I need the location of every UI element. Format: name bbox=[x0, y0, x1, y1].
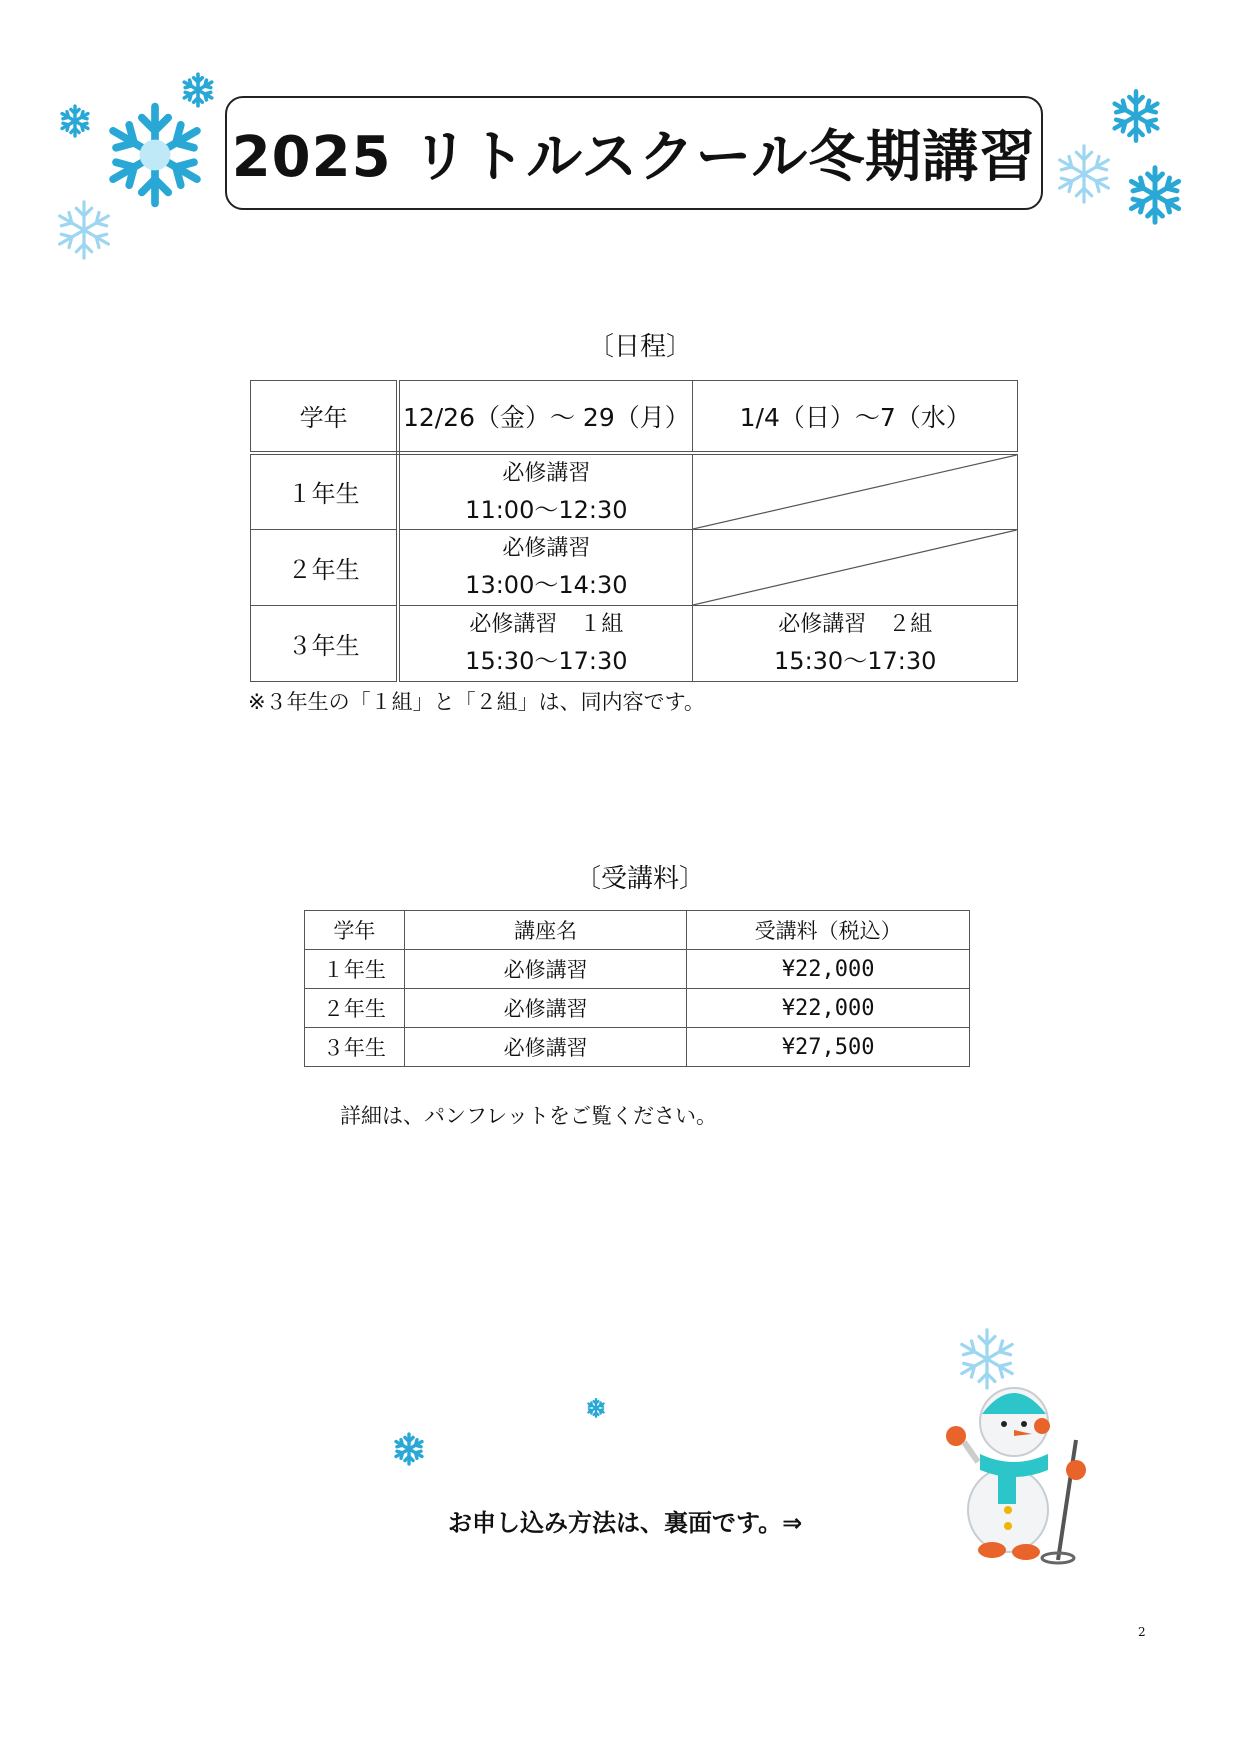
course-name: 必修講習 bbox=[502, 536, 591, 561]
schedule-heading: 〔日程〕 bbox=[587, 332, 692, 362]
table-row bbox=[251, 381, 1018, 453]
schedule-grade: ２年生 bbox=[251, 529, 399, 605]
table-row bbox=[251, 529, 1018, 605]
fee-heading: 〔受講料〕 bbox=[574, 864, 705, 894]
page-title: 2025 リトルスクール冬期講習 bbox=[225, 96, 1043, 210]
schedule-header-period1: 12/26（金）～ 29（月） bbox=[398, 381, 693, 453]
schedule-cell bbox=[693, 605, 1018, 681]
fee-header-course: 講座名 bbox=[404, 911, 687, 950]
table-row bbox=[305, 950, 970, 989]
schedule-grade: １年生 bbox=[251, 453, 399, 530]
table-row bbox=[305, 1028, 970, 1067]
detail-text: 詳細は、パンフレットをご覧ください。 bbox=[340, 1104, 717, 1128]
schedule-cell bbox=[398, 605, 693, 681]
course-name: 必修講習 ２組 bbox=[778, 612, 933, 637]
table-row bbox=[251, 453, 1018, 530]
page-number: 2 bbox=[1138, 1625, 1146, 1639]
course-time: 15:30～17:30 bbox=[465, 647, 628, 675]
snowflake-icon bbox=[392, 1432, 426, 1466]
course-name: 必修講習 １組 bbox=[469, 612, 624, 637]
course-time: 11:00～12:30 bbox=[465, 495, 628, 524]
schedule-table bbox=[250, 380, 1018, 682]
snowflake-icon bbox=[58, 104, 92, 138]
snowflake-icon bbox=[180, 72, 216, 108]
fee-table bbox=[304, 910, 970, 1067]
fee-course: 必修講習 bbox=[404, 989, 687, 1028]
fee-header-price: 受講料（税込） bbox=[687, 911, 970, 950]
fee-grade: ２年生 bbox=[305, 989, 405, 1028]
schedule-note: ※３年生の「１組」と「２組」は、同内容です。 bbox=[248, 690, 705, 714]
schedule-grade: ３年生 bbox=[251, 605, 399, 681]
snowflake-icon bbox=[52, 198, 116, 262]
course-time: 15:30～17:30 bbox=[774, 647, 937, 675]
fee-price: ¥27,500 bbox=[687, 1028, 970, 1067]
apply-note: お申し込み方法は、裏面です。⇒ bbox=[448, 1509, 803, 1537]
snowflake-icon bbox=[1052, 142, 1116, 206]
schedule-empty-cell bbox=[693, 453, 1018, 530]
snowflake-icon bbox=[1124, 164, 1186, 226]
fee-grade: ３年生 bbox=[305, 1028, 405, 1067]
snowflake-icon bbox=[1108, 88, 1164, 144]
snowman-skier-illustration bbox=[936, 1370, 1116, 1570]
fee-price: ¥22,000 bbox=[687, 950, 970, 989]
schedule-empty-cell bbox=[693, 529, 1018, 605]
schedule-header-period2: 1/4（日）～7（水） bbox=[693, 381, 1018, 453]
schedule-cell bbox=[398, 453, 693, 530]
fee-header-grade: 学年 bbox=[305, 911, 405, 950]
snowflake-icon bbox=[100, 100, 210, 210]
course-time: 13:00～14:30 bbox=[465, 571, 628, 599]
fee-grade: １年生 bbox=[305, 950, 405, 989]
schedule-header-grade: 学年 bbox=[251, 381, 399, 453]
table-row bbox=[305, 911, 970, 950]
snowflake-icon bbox=[586, 1398, 606, 1418]
table-row bbox=[251, 605, 1018, 681]
table-row bbox=[305, 989, 970, 1028]
fee-course: 必修講習 bbox=[404, 1028, 687, 1067]
schedule-cell bbox=[398, 529, 693, 605]
course-name: 必修講習 bbox=[502, 460, 591, 486]
fee-course: 必修講習 bbox=[404, 950, 687, 989]
fee-price: ¥22,000 bbox=[687, 989, 970, 1028]
